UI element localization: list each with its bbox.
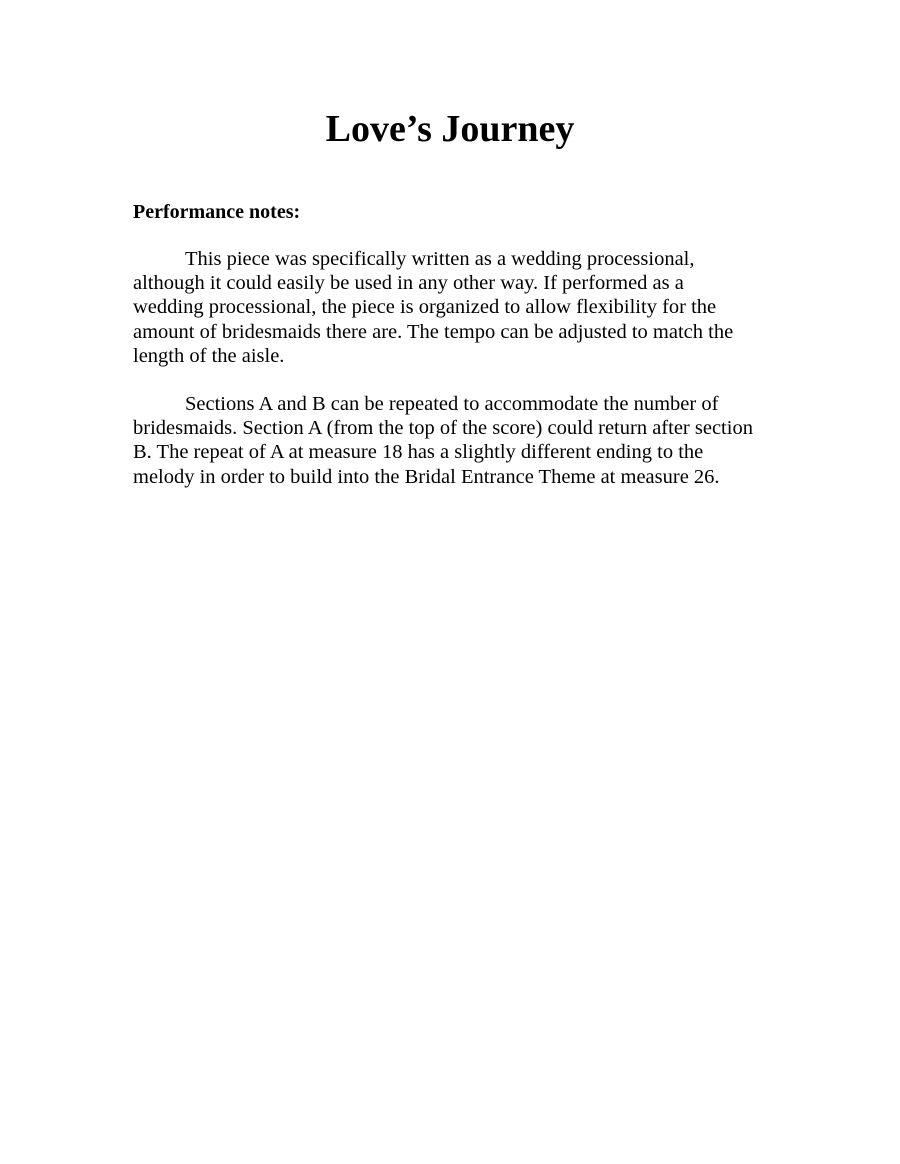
performance-notes bbox=[133, 199, 758, 513]
page-title: Love’s Journey bbox=[325, 108, 575, 150]
notes-paragraph: Sections A and B can be repeated to accommodate the number of bridesmaids. Section A (from the top of the score) could return after section B. The repeat of A at measure 18 has a slightly different ending to the melody in order to build into the Bridal Entrance Theme at measure 26. bbox=[133, 393, 753, 488]
notes-paragraph: This piece was specifically written as a wedding processional, although it could easily be used in any other way. If performed as a wedding processional, the piece is organized to allow flexibility for the amount of bridesmaids there are. The tempo can be adjusted to match the length of the aisle. bbox=[133, 248, 734, 367]
notes-heading: Performance notes: bbox=[133, 201, 301, 223]
